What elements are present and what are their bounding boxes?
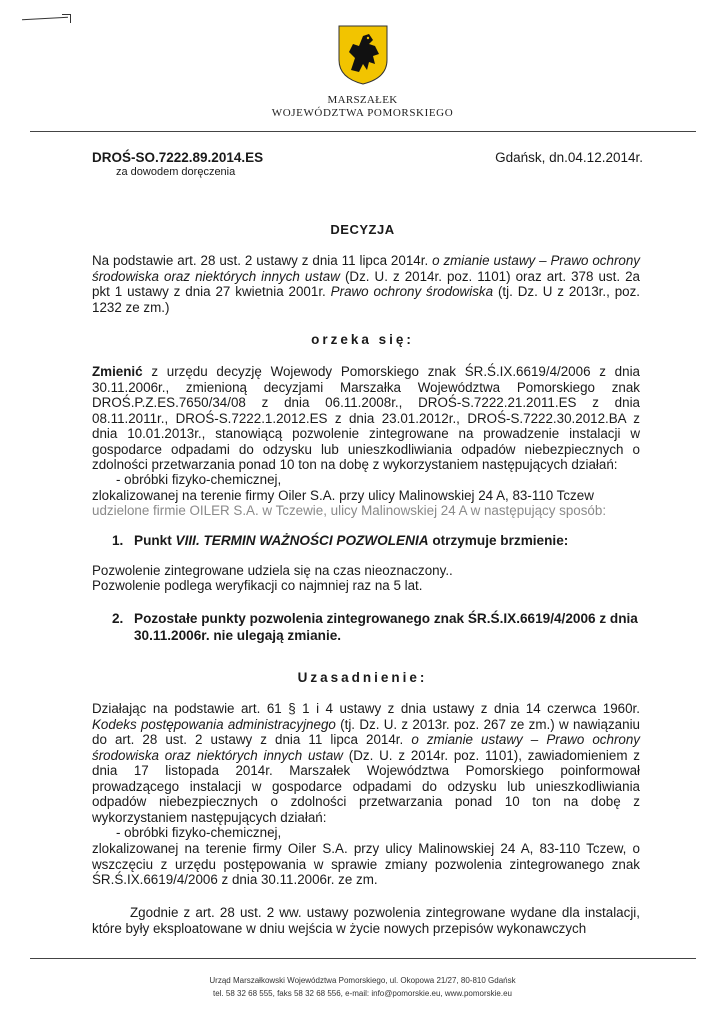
justification-text-c: (Dz. U. z 2014r. poz. 1101), zawiadomieniem z dnia 17 listopada 2014r. Marszałek Województwa Pomorskiego poinformował prowadzącego instalacji w gospodarce odpadami do odzysku lub unieszkodliwiania odpadów niebezpiecznych o zdolności przetwarzania ponad 10 ton na dobę z wykorzystaniem następujących działań: [92,747,640,825]
office-name-line1: MARSZAŁEK [327,94,398,106]
document-title: DECYZJA [330,222,395,237]
point1-pre: Punkt [134,533,176,548]
justification-location: zlokalizowanej na terenie firmy Oiler S.A. przy ulicy Malinowskiej 24 A, 83-110 Tczew, o wszczęciu z urzędu postępowania w sprawie zmiany pozwolenia zintegrowanego znak ŚR.Ś.IX.6619/4/2006 z dnia 30.11.2006r. ze zm. [92,841,640,887]
justification-text-a: Działając na podstawie art. 61 § 1 i 4 ustawy z dnia ustawy z dnia 14 czerwca 1960r. [92,701,640,716]
decision-bullet: - obróbki fizyko-chemicznej, [116,472,282,487]
justification-bullet: - obróbki fizyko-chemicznej, [116,825,282,840]
decision-text: z urzędu decyzję Wojewody Pomorskiego znak ŚR.Ś.IX.6619/4/2006 z dnia 30.11.2006r., zmienioną decyzjami Marszałka Województwa Pomorskiego znak DROŚ.P.Z.ES.7650/34/08 z dnia 06.11.2008r., DROŚ-S.7222.21.2011.ES z dnia 08.11.2011r., DROŚ-S.7222.1.2012.ES z dnia 23.01.2012r., DROŚ-S.7222.30.2012.BA z dnia 10.01.2013r., stanowiącą pozwolenie zintegrowane na prowadzenie instalacji w gospodarce odpadami do odzysku lub unieszkodliwiania odpadów niebezpiecznych o zdolności przetwarzania ponad 10 ton na dobę z wykorzystaniem następujących działań: [92,364,640,472]
legal-basis-act-title-2: Prawo ochrony środowiska [330,284,494,299]
case-reference: DROŚ-SO.7222.89.2014.ES [92,150,264,165]
legal-basis-text-a: Na podstawie art. 28 ust. 2 ustawy z dnia 11 lipca 2014r. [92,253,433,268]
legal-basis-act-title: o zmianie ustawy – Prawo ochrony środowiska oraz niektórych innych ustaw [92,253,640,284]
closing-paragraph: Zgodnie z art. 28 ust. 2 ww. ustawy pozwolenia zintegrowane wydane dla instalacji, które były eksploatowane w dniu wejścia w życie nowych przepisów wykonawczych [92,905,640,936]
corner-pen-tick [62,14,71,23]
place-date: Gdańsk, dn.04.12.2014r. [495,150,643,165]
coat-of-arms-griffin-icon [337,24,389,86]
point1-number: 1. [112,533,124,548]
point1-italic: VIII. TERMIN WAŻNOŚCI POZWOLENIA [175,533,429,548]
office-name-line2: WOJEWÓDZTWA POMORSKIEGO [271,107,454,119]
header-divider [30,131,696,132]
justification-act-title: Kodeks postępowania administracyjnego [92,716,336,732]
legal-basis-paragraph [92,253,640,315]
decision-lead: Zmienić [92,364,143,379]
legal-basis-text-c: (tj. Dz. U z 2013r., poz. 1232 ze zm.) [92,284,641,315]
delivery-note: za dowodem doręczenia [116,166,236,178]
letterhead [0,24,725,119]
justification-act-title-2: o zmianie ustawy – Prawo ochrony środowiska oraz niektórych innych ustaw [92,732,640,763]
point2-text: Pozostałe punkty pozwolenia zintegrowanego znak ŚR.Ś.IX.6619/4/2006 z dnia 30.11.2006r. nie ulegają zmianie. [134,611,638,643]
validity-line2: Pozwolenie podlega weryfikacji co najmniej raz na 5 lat. [92,578,423,593]
justification-paragraph [92,701,640,825]
justification-text-b: (tj. Dz. U. z 2013r. poz. 267 ze zm.) w nawiązaniu do art. 28 ust. 2 ustawy z dnia 11 lipca 2014r. [92,716,640,747]
point1-heading [134,532,644,549]
validity-line1: Pozwolenie zintegrowane udziela się na czas nieoznaczony.. [92,563,453,578]
decision-paragraph [92,364,640,473]
decision-location: zlokalizowanej na terenie firmy Oiler S.A. przy ulicy Malinowskiej 24 A, 83-110 Tczew [92,488,594,503]
footer-address: Urząd Marszałkowski Województwa Pomorskiego, ul. Okopowa 21/27, 80-810 Gdańsk [209,976,516,985]
point2-number: 2. [112,611,124,626]
decision-location-faded: udzielone firmie OILER S.A. w Tczewie, ulicy Malinowskiej 24 A w następujący sposób: [92,503,607,518]
footer [0,974,725,1000]
uzasadnienie-heading: Uzasadnienie: [297,670,428,685]
legal-basis-text-b: (Dz. U. z 2014r. poz. 1101) oraz art. 378 ust. 2a pkt 1 ustawy z dnia 27 kwietnia 2001r. [92,268,640,299]
orzeka-heading: orzeka się: [311,332,414,347]
point1-post: otrzymuje brzmienie: [428,533,569,548]
footer-divider [30,958,696,959]
footer-contact: tel. 58 32 68 555, faks 58 32 68 556, e-mail: info@pomorskie.eu, www.pomorskie.eu [213,989,512,998]
